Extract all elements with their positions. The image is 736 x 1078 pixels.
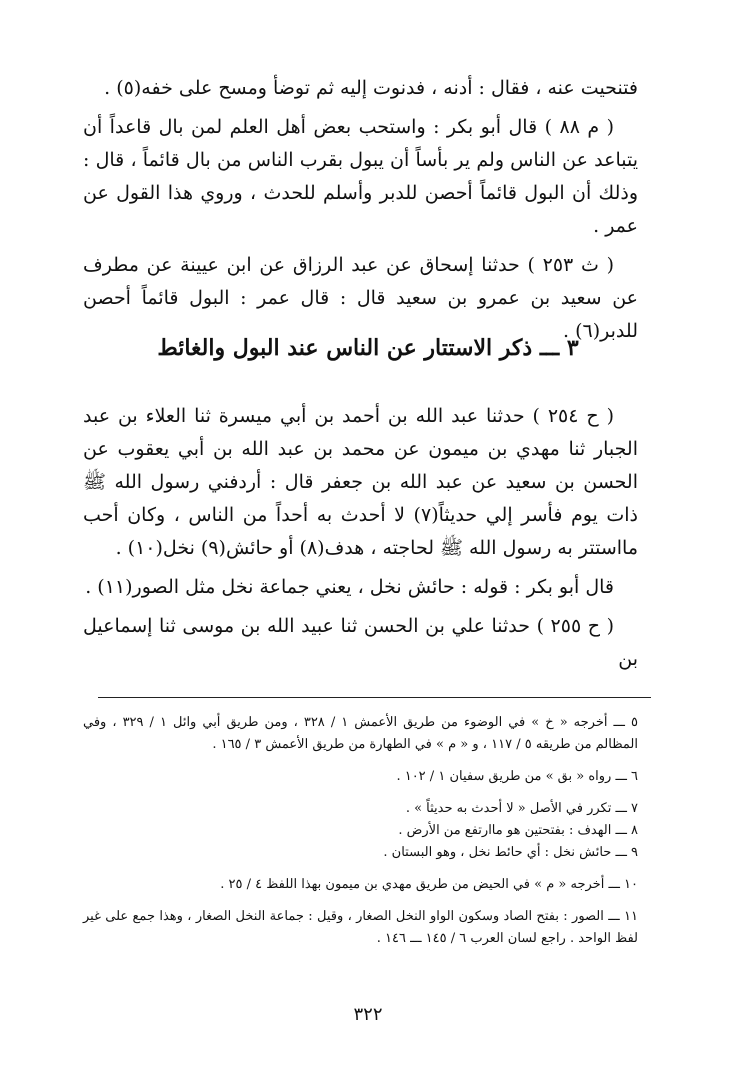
- footnotes: [83, 712, 638, 950]
- footnote-6: ٦ ـــ رواه « بق » من طريق سفيان ١ / ١٠٢ .: [396, 769, 638, 784]
- section-text: [83, 400, 638, 682]
- paragraph-4: ( ح ٢٥٤ ) حدثنا عبد الله بن أحمد بن أبي ميسرة ثنا العلاء بن عبد الجبار ثنا مهدي بن ميمون عن محمد بن عبد الله بن أبي يعقوب عن الحسن بن سعيد عن عبد الله بن جعفر قال : أردفني رسول الله ﷺ ذات يوم فأسر إلي حديثاً(٧) لا أحدث به أحداً من الناس ، وكان أحب مااستتر به رسول الله ﷺ لحاجته ، هدف(٨) أو حائش(٩) نخل(١٠) .: [83, 405, 638, 559]
- footnote-divider: [98, 697, 651, 698]
- footnote-8: ٨ ـــ الهدف : بفتحتين هو ماارتفع من الأرض .: [398, 823, 638, 838]
- footnote-10: ١٠ ـــ أخرجه « م » في الحيض من طريق مهدي بن ميمون بهذا اللفظ ٤ / ٢٥ .: [220, 877, 638, 892]
- footnote-7: ٧ ـــ تكرر في الأصل « لا أحدث به حديثاً » .: [405, 801, 638, 816]
- footnote-9: ٩ ـــ حائش نخل : أي حائط نخل ، وهو البستان .: [383, 845, 638, 860]
- section-heading: ٣ ـــ ذكر الاستتار عن الناس عند البول والغائط: [157, 335, 579, 361]
- paragraph-1: فتنحيت عنه ، فقال : أدنه ، فدنوت إليه ثم توضأ ومسح على خفه(٥) .: [104, 77, 638, 99]
- paragraph-3: ( ث ٢٥٣ ) حدثنا إسحاق عن عبد الرزاق عن ابن عيينة عن مطرف عن سعيد بن عمرو بن سعيد قال : قال عمر : البول قائماً أحصن للدبر(٦) .: [83, 254, 638, 342]
- paragraph-2: ( م ٨٨ ) قال أبو بكر : واستحب بعض أهل العلم لمن بال قاعداً أن يتباعد عن الناس ولم ير بأساً أن يبول بقرب الناس من بال قائماً ، قال : وذلك أن البول قائماً أحصن للدبر وأسلم للحدث ، وروي هذا القول عن عمر .: [83, 116, 638, 237]
- upper-text: [83, 72, 638, 354]
- paragraph-5: قال أبو بكر : قوله : حائش نخل ، يعني جماعة نخل مثل الصور(١١) .: [85, 576, 614, 598]
- paragraph-6: ( ح ٢٥٥ ) حدثنا علي بن الحسن ثنا عبيد الله بن موسى ثنا إسماعيل بن: [83, 615, 638, 670]
- page-number: ٣٢٢: [353, 1004, 383, 1025]
- footnote-11: ١١ ـــ الصور : بفتح الصاد وسكون الواو النخل الصغار ، وقيل : جماعة النخل الصغار ، وهذا جمع على غير لفظ الواحد . راجع لسان العرب ٦ / ١٤٥ ـــ ١٤٦ .: [83, 909, 638, 946]
- footnote-5: ٥ ـــ أخرجه « خ » في الوضوء من طريق الأعمش ١ / ٣٢٨ ، ومن طريق أبي وائل ١ / ٣٢٩ ، وفي المظالم من طريقه ٥ / ١١٧ ، و « م » في الطهارة من طريق الأعمش ٣ / ١٦٥ .: [83, 715, 638, 752]
